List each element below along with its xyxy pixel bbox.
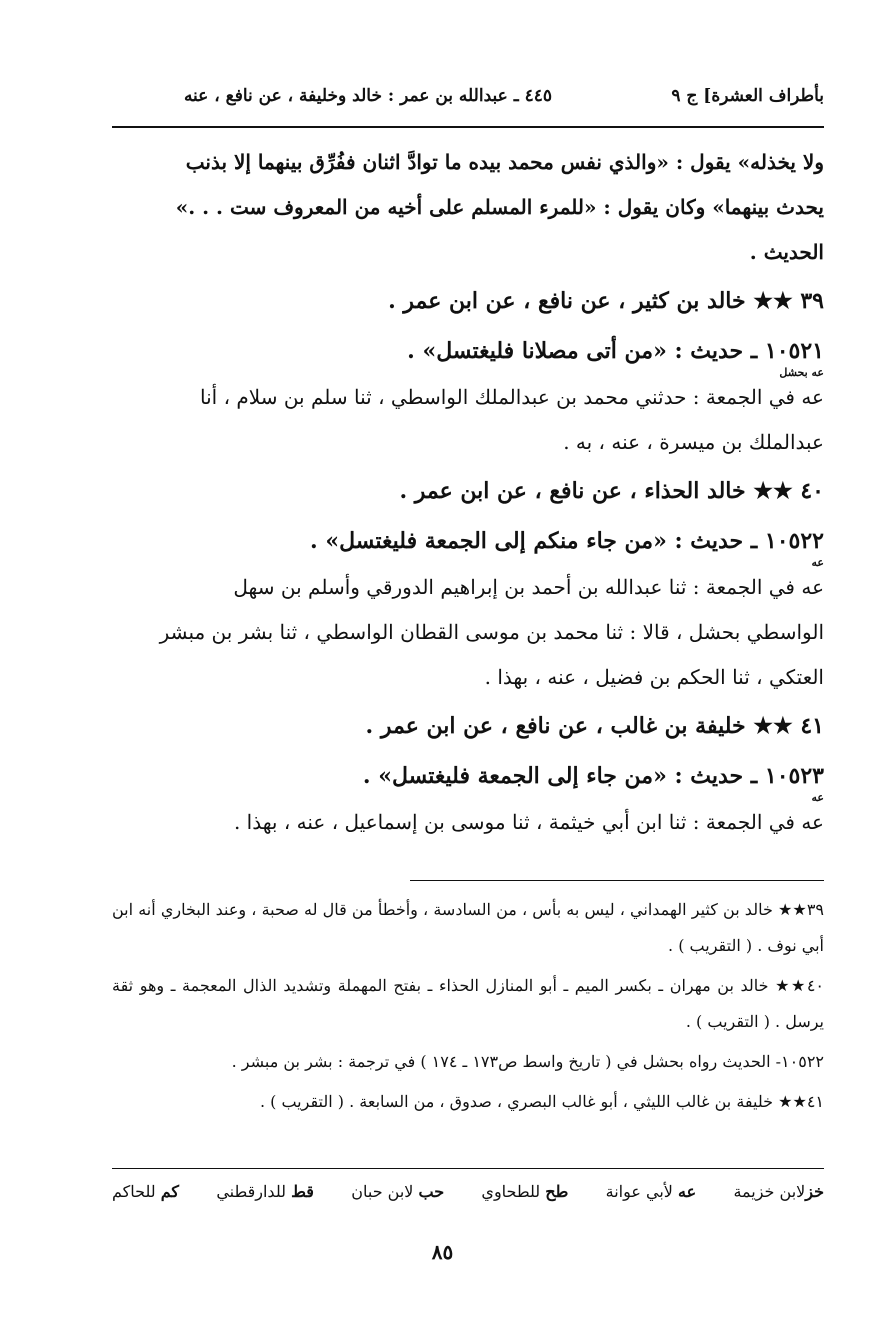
footnotes [112,892,824,1124]
intro-line: يحدث بينهما» وكان يقول : «للمرء المسلم على أخيه من المعروف ست . . .» [175,195,824,219]
abbr-code: عه [678,1182,697,1201]
abbr-item [112,1182,179,1201]
section-heading-39: ٣٩ ★★ خالد بن كثير ، عن نافع ، عن ابن عمر . [388,288,824,314]
abbreviation-key [112,1182,824,1201]
hadith-10522: ١٠٥٢٢ ـ حديث : «من جاء منكم إلى الجمعة فليغتسل» . [310,528,824,554]
marginal-siglum: عه بحشل [779,366,824,379]
page-number: ٨٥ [431,1240,454,1264]
abbr-code: طح [545,1182,569,1201]
section-heading-40: ٤٠ ★★ خالد الحذاء ، عن نافع ، عن ابن عمر . [399,478,824,504]
abbr-text: للحاكم [112,1182,156,1201]
source-block-10522 [112,556,824,700]
section-heading-41: ٤١ ★★ خليفة بن غالب ، عن نافع ، عن ابن عمر . [365,713,824,739]
footnote-rule [410,880,824,881]
footnote: ٤١★★ خليفة بن غالب الليثي ، أبو غالب البصري ، صدوق ، من السابعة . ( التقريب ) . [259,1092,824,1111]
header-rule [112,126,824,128]
source-line: عه في الجمعة : ثنا ابن أبي خيثمة ، ثنا موسى بن إسماعيل ، عنه ، بهذا . [233,810,824,834]
marginal-siglum: عه [811,791,824,804]
footnote: ٣٩★★ خالد بن كثير الهمداني ، ليس به بأس ، من السادسة ، وأخطأ من قال له صحبة ، وعند البخاري أنه ابن أبي نوف . ( التقريب ) . [112,900,824,955]
hadith-10523: ١٠٥٢٣ ـ حديث : «من جاء إلى الجمعة فليغتسل» . [362,763,824,789]
abbr-text: لأبي عوانة [605,1182,673,1201]
intro-line: ولا يخذله» يقول : «والذي نفس محمد بيده ما توادَّ اثنان ففُرِّق بينهما إلا بذنب [185,150,824,174]
abbr-item [481,1182,568,1201]
abbr-item [351,1182,444,1201]
hadith-10521: ١٠٥٢١ ـ حديث : «من أتى مصلانا فليغتسل» . [407,338,824,364]
intro-line: الحديث . [749,240,824,264]
abbr-text: للدارقطني [216,1182,286,1201]
header-book-title: بأطراف العشرة] ج ٩ [671,86,824,106]
abbr-code: حب [418,1182,445,1201]
source-block-10521 [112,366,824,465]
abbr-text: لابن خزيمة [733,1182,806,1201]
running-header [112,80,824,116]
abbr-text: لابن حبان [351,1182,414,1201]
marginal-siglum: عه [811,556,824,569]
footnote: ١٠٥٢٢- الحديث رواه بحشل في ( تاريخ واسط ص١٧٣ ـ ١٧٤ ) في ترجمة : بشر بن مبشر . [231,1052,824,1071]
source-block-10523 [112,791,824,845]
footnote: ٤٠★★ خالد بن مهران ـ بكسر الميم ـ أبو المنازل الحذاء ـ بفتح المهملة وتشديد الذال المعجمة ـ وهو ثقة يرسل . ( التقريب ) . [112,976,824,1031]
abbr-item [733,1182,824,1201]
header-section-title: ٤٤٥ ـ عبدالله بن عمر : خالد وخليفة ، عن نافع ، عنه [183,86,552,106]
abbr-code: قط [291,1182,314,1201]
abbr-item [216,1182,314,1201]
source-line: الواسطي بحشل ، قالا : ثنا محمد بن موسى القطان الواسطي ، ثنا بشر بن مبشر [159,620,824,644]
source-line: العتكي ، ثنا الحكم بن فضيل ، عنه ، بهذا . [484,665,824,689]
footer-rule [112,1168,824,1169]
source-line: عه في الجمعة : حدثني محمد بن عبدالملك الواسطي ، ثنا سلم بن سلام ، أنا [200,385,824,409]
abbr-text: للطحاوي [481,1182,541,1201]
abbr-item [606,1182,697,1201]
source-line: عبدالملك بن ميسرة ، عنه ، به . [563,430,824,454]
abbr-code: خز [805,1182,824,1201]
source-line: عه في الجمعة : ثنا عبدالله بن أحمد بن إبراهيم الدورقي وأسلم بن سهل [233,575,824,599]
abbr-code: كم [160,1182,180,1201]
main-text [112,140,824,845]
